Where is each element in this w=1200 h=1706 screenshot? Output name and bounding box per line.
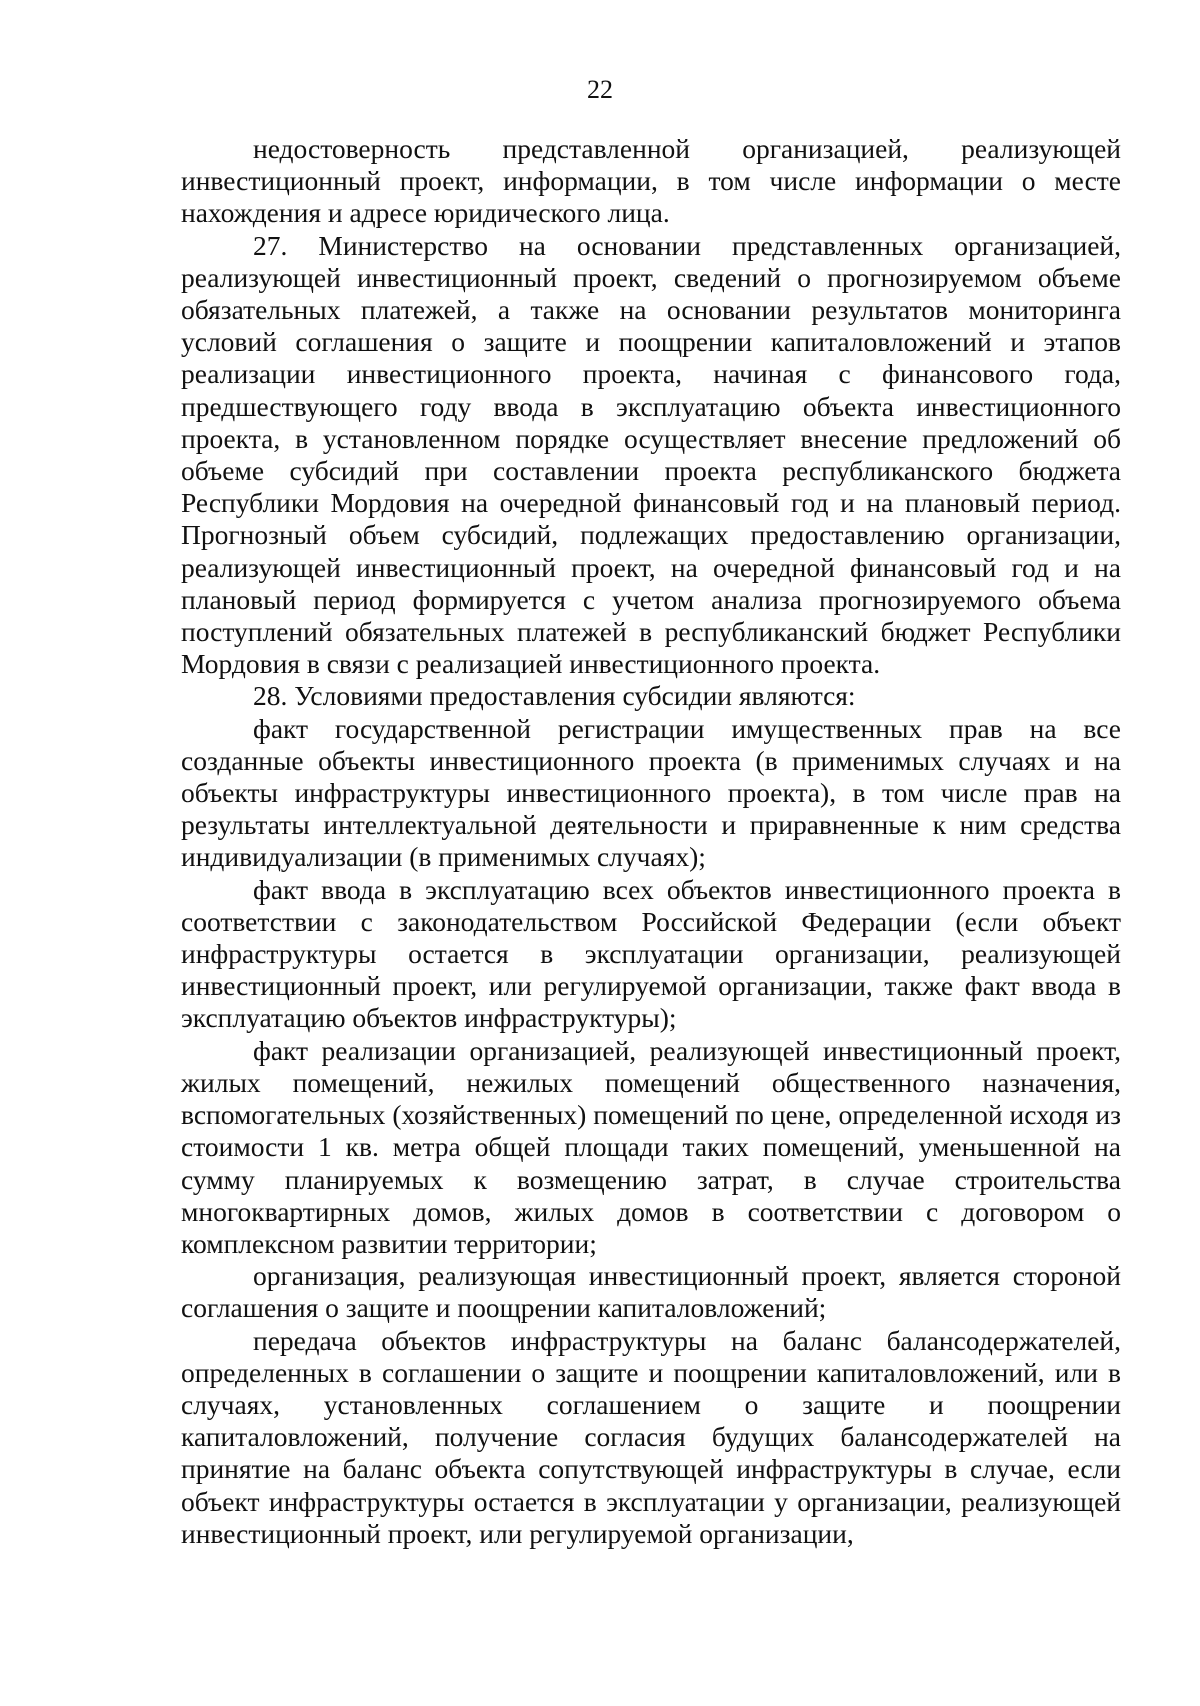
paragraph: организация, реализующая инвестиционный проект, является стороной соглашения о защите и поощрении капиталовложений; (181, 1260, 1121, 1324)
paragraph: недостоверность представленной организацией, реализующей инвестиционный проект, информации, в том числе информации о месте нахождения и адресе юридического лица. (181, 133, 1121, 229)
document-body (181, 133, 1121, 1550)
paragraph: передача объектов инфраструктуры на баланс балансодержателей, определенных в соглашении о защите и поощрении капиталовложений, или в случаях, установленных соглашением о защите и поощрении капиталовложений, получение согласия будущих балансодержателей на принятие на баланс объекта сопутствующей инфраструктуры в случае, если объект инфраструктуры остается в эксплуатации у организации, реализующей инвестиционный проект, или регулируемой организации, (181, 1324, 1121, 1549)
paragraph: 27. Министерство на основании представленных организацией, реализующей инвестиционный проект, сведений о прогнозируемом объеме обязательных платежей, а также на основании результатов мониторинга условий соглашения о защите и поощрении капиталовложений и этапов реализации инвестиционного проекта, начиная с финансового года, предшествующего году ввода в эксплуатацию объекта инвестиционного проекта, в установленном порядке осуществляет внесение предложений об объеме субсидий при составлении проекта республиканского бюджета Республики Мордовия на очередной финансовый год и на плановый период. Прогнозный объем субсидий, подлежащих предоставлению организации, реализующей инвестиционный проект, на очередной финансовый год и на плановый период формируется с учетом анализа прогнозируемого объема поступлений обязательных платежей в республиканский бюджет Республики Мордовия в связи с реализацией инвестиционного проекта. (181, 229, 1121, 680)
paragraph: факт государственной регистрации имущественных прав на все созданные объекты инвестиционного проекта (в применимых случаях и на объекты инфраструктуры инвестиционного проекта), в том числе прав на результаты интеллектуальной деятельности и приравненные к ним средства индивидуализации (в применимых случаях); (181, 712, 1121, 873)
paragraph: факт ввода в эксплуатацию всех объектов инвестиционного проекта в соответствии с законодательством Российской Федерации (если объект инфраструктуры остается в эксплуатации организации, реализующей инвестиционный проект, или регулируемой организации, также факт ввода в эксплуатацию объектов инфраструктуры); (181, 873, 1121, 1034)
paragraph: факт реализации организацией, реализующей инвестиционный проект, жилых помещений, нежилых помещений общественного назначения, вспомогательных (хозяйственных) помещений по цене, определенной исходя из стоимости 1 кв. метра общей площади таких помещений, уменьшенной на сумму планируемых к возмещению затрат, в случае строительства многоквартирных домов, жилых домов в соответствии с договором о комплексном развитии территории; (181, 1034, 1121, 1259)
paragraph: 28. Условиями предоставления субсидии являются: (253, 680, 856, 712)
page-number: 22 (587, 75, 613, 104)
